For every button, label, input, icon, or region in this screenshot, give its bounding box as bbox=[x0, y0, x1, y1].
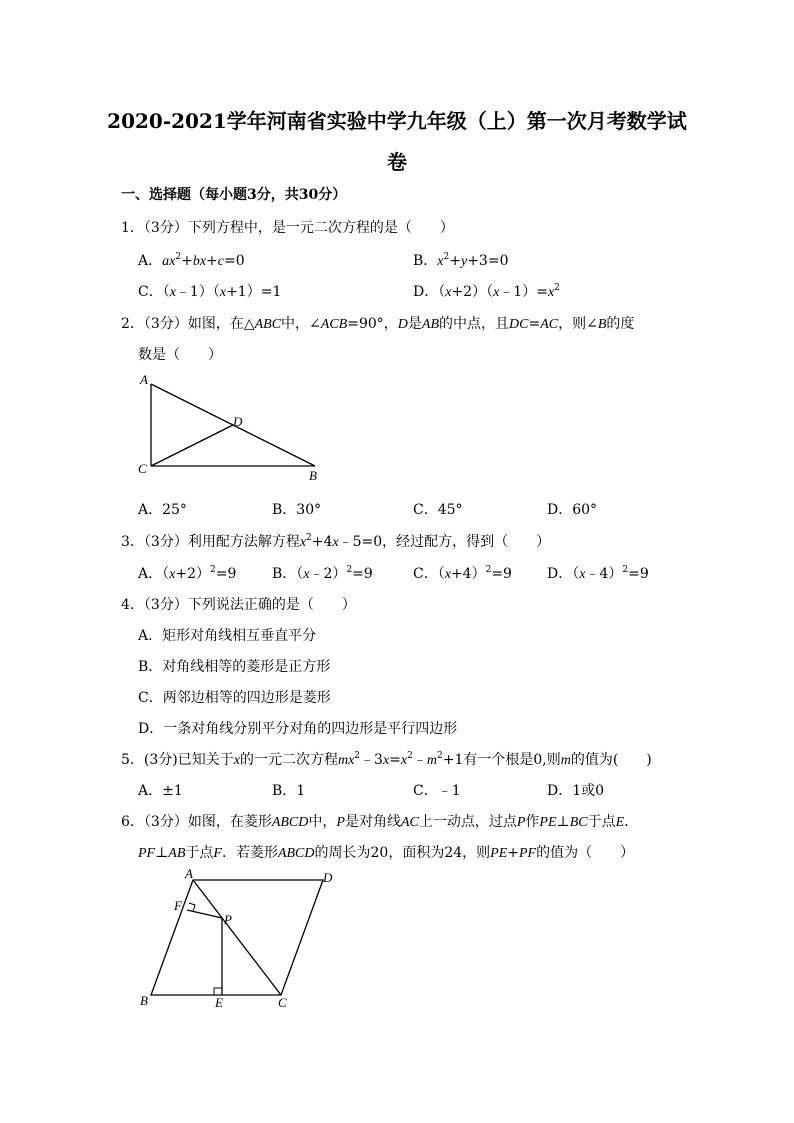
label-b: B bbox=[140, 993, 148, 1008]
label-a: A bbox=[140, 372, 148, 387]
q5-option-b: B．1 bbox=[272, 783, 306, 799]
q4-option-d: D．一条对角线分别平分对角的四边形是平行四边形 bbox=[138, 721, 458, 737]
question-5-stem: 5．(3分)已知关于x的一元二次方程$mx^2﹣3x=x^2﹣m^2+1$有一个根是0,则m的值为( ) bbox=[121, 751, 652, 768]
label-e: E bbox=[215, 995, 223, 1010]
q2-option-d: D．60° bbox=[547, 502, 598, 518]
q3-option-a: A．$(x+2)^2=9$ bbox=[138, 565, 237, 582]
q1-option-a: A．$ax^2+bx+c=0$ bbox=[138, 252, 245, 269]
q1-option-b: B．$x^2+y+3=0$ bbox=[413, 252, 509, 269]
section-heading: 一、选择题（每小题3分，共30分） bbox=[121, 187, 347, 203]
q2-option-b: B．30° bbox=[272, 502, 322, 518]
question-1-stem: 1．（3分）下列方程中，是一元二次方程的是（ ） bbox=[121, 220, 454, 236]
label-d: D bbox=[233, 414, 243, 429]
diagonal-ac bbox=[193, 880, 281, 995]
label-f: F bbox=[174, 898, 182, 913]
label-c: C bbox=[138, 461, 147, 476]
q5-option-c: C．﹣1 bbox=[413, 783, 461, 799]
question-4-stem: 4．（3分）下列说法正确的是（ ） bbox=[121, 597, 356, 613]
question-2-stem: 2．（3分）如图，在△ABC中，∠ACB=90°，D是AB的中点，且DC=AC，则∠B的度 bbox=[121, 316, 635, 332]
question-2-stem-continued: 数是（ ） bbox=[138, 347, 222, 363]
q3-option-c: C．$(x+4)^2=9$ bbox=[413, 565, 512, 582]
q2-option-a: A．25° bbox=[138, 502, 187, 518]
question-3-stem: 3．（3分）利用配方法解方程$x^2+4x﹣5=0$，经过配方，得到（ ） bbox=[121, 533, 551, 550]
q2-option-c: C．45° bbox=[413, 502, 463, 518]
label-c: C bbox=[278, 995, 287, 1010]
q2-triangle-figure bbox=[135, 370, 335, 483]
segment-cd bbox=[151, 425, 233, 466]
question-6-stem: 6．（3分）如图，在菱形ABCD中，P是对角线AC上一动点，过点P作PE⊥BC于点E． bbox=[121, 814, 639, 830]
q3-option-b: B．（x﹣2）$^2$=9 bbox=[272, 565, 373, 582]
q1-option-d: D．$(x+2)(x﹣1)=x^2$ bbox=[413, 283, 560, 300]
label-a: A bbox=[185, 866, 193, 881]
label-b: B bbox=[309, 468, 317, 483]
q6-rhombus-figure bbox=[135, 865, 345, 1010]
label-d: D bbox=[323, 870, 333, 885]
q3-option-d: D．（x﹣4）$^2$=9 bbox=[547, 565, 649, 582]
question-6-stem-continued: PF⊥AB于点F．若菱形ABCD的周长为20，面积为24，则PE+PF的值为（ ） bbox=[138, 845, 635, 861]
q5-option-d: D．1或0 bbox=[547, 783, 605, 799]
page-title-continued: 卷 bbox=[387, 150, 407, 174]
q1-option-c: C．（x﹣1）（x+1）=1 bbox=[138, 284, 282, 300]
right-angle-mark-e bbox=[214, 988, 222, 995]
q4-option-b: B．对角线相等的菱形是正方形 bbox=[138, 659, 331, 675]
q4-option-a: A．矩形对角线相互垂直平分 bbox=[138, 628, 317, 644]
q4-option-c: C．两邻边相等的四边形是菱形 bbox=[138, 690, 331, 706]
label-p: P bbox=[224, 912, 232, 927]
page-title: 2020-2021学年河南省实验中学九年级（上）第一次月考数学试 bbox=[107, 109, 687, 133]
q5-option-a: A．±1 bbox=[138, 783, 183, 799]
